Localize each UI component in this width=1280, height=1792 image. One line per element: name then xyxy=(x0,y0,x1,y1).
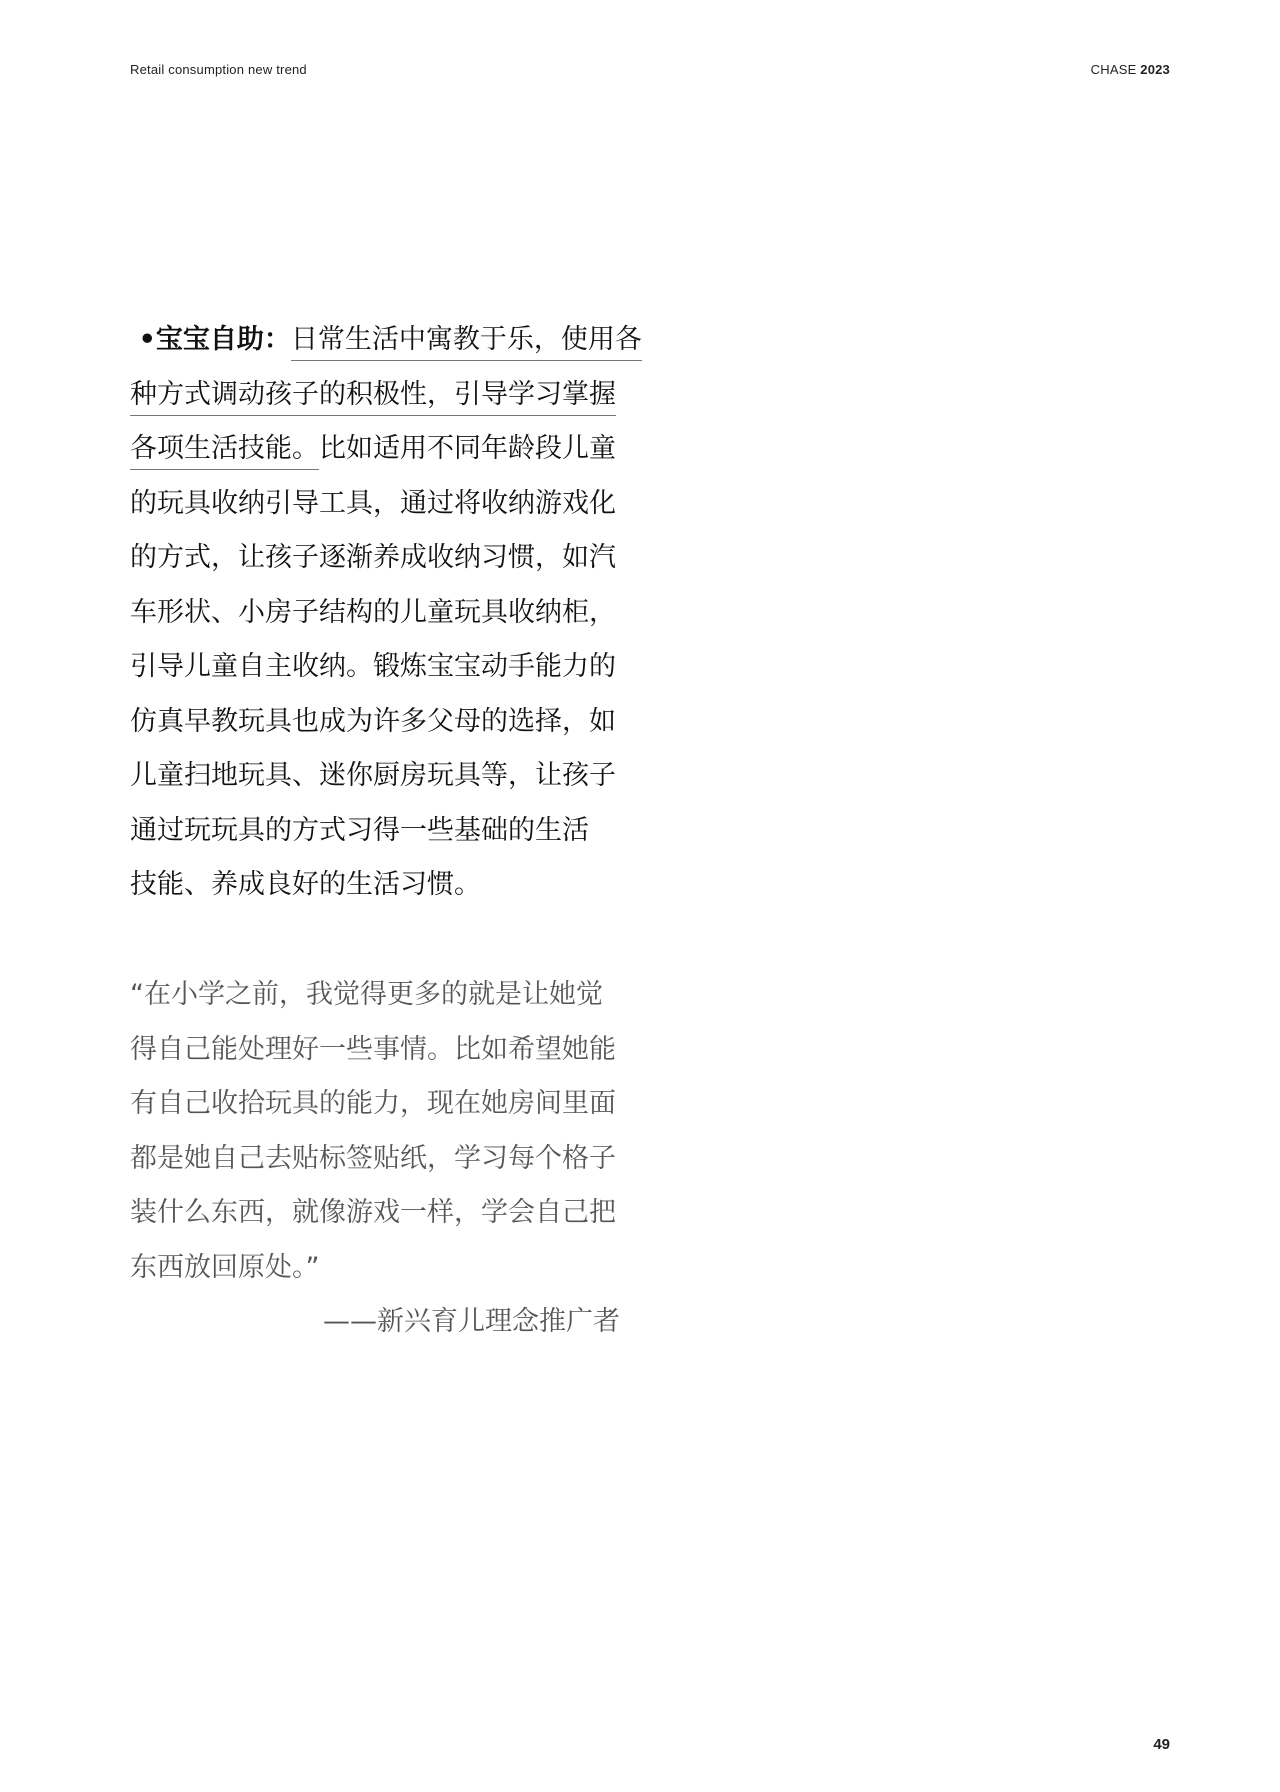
section-lead: 宝宝自助： xyxy=(155,324,291,355)
paragraph-line: 引导儿童自主收纳。锻炼宝宝动手能力的 xyxy=(130,651,616,682)
quote-line: 有自己收拾玩具的能力，现在她房间里面 xyxy=(130,1088,616,1119)
paragraph-line xyxy=(130,368,620,423)
highlighted-text: 种方式调动孩子的积极性，引导学习掌握 xyxy=(130,378,616,416)
body-paragraph xyxy=(130,313,642,913)
paragraph-line: 技能、养成良好的生活习惯。 xyxy=(130,869,481,900)
quote-line: 东西放回原处。” xyxy=(130,1251,320,1283)
quote-block xyxy=(130,968,620,1350)
paragraph-line: 通过玩玩具的方式习得一些基础的生活 xyxy=(130,814,589,846)
paragraph-line xyxy=(130,313,642,368)
paragraph-text: 比如适用不同年龄段儿童 xyxy=(319,433,616,464)
quote-line: 装什么东西，就像游戏一样，学会自己把 xyxy=(130,1197,616,1228)
bullet-icon: • xyxy=(138,324,156,355)
paragraph-line: 的玩具收纳引导工具，通过将收纳游戏化 xyxy=(130,487,616,519)
paragraph-line: 的方式，让孩子逐渐养成收纳习惯，如汽 xyxy=(130,542,616,573)
paragraph-line: 儿童扫地玩具、迷你厨房玩具等，让孩子 xyxy=(130,760,616,791)
quote-line: “在小学之前，我觉得更多的就是让她觉 xyxy=(130,979,603,1010)
page-number: 49 xyxy=(1153,1736,1170,1753)
brand-year: 2023 xyxy=(1140,62,1170,77)
brand-name: CHASE xyxy=(1090,62,1137,77)
running-header-brand xyxy=(1091,62,1170,77)
paragraph-line: 仿真早教玩具也成为许多父母的选择，如 xyxy=(130,705,616,737)
running-header-title: Retail consumption new trend xyxy=(130,62,307,77)
quote-line: 都是她自己去贴标签贴纸，学习每个格子 xyxy=(130,1142,616,1174)
highlighted-text: 各项生活技能。 xyxy=(130,432,319,470)
quote-line: 得自己能处理好一些事情。比如希望她能 xyxy=(130,1033,616,1065)
paragraph-line xyxy=(130,422,620,477)
quote-attribution: ——新兴育儿理念推广者 xyxy=(323,1306,620,1337)
highlighted-text: 日常生活中寓教于乐，使用各 xyxy=(291,323,642,361)
paragraph-line: 车形状、小房子结构的儿童玩具收纳柜， xyxy=(130,596,616,628)
